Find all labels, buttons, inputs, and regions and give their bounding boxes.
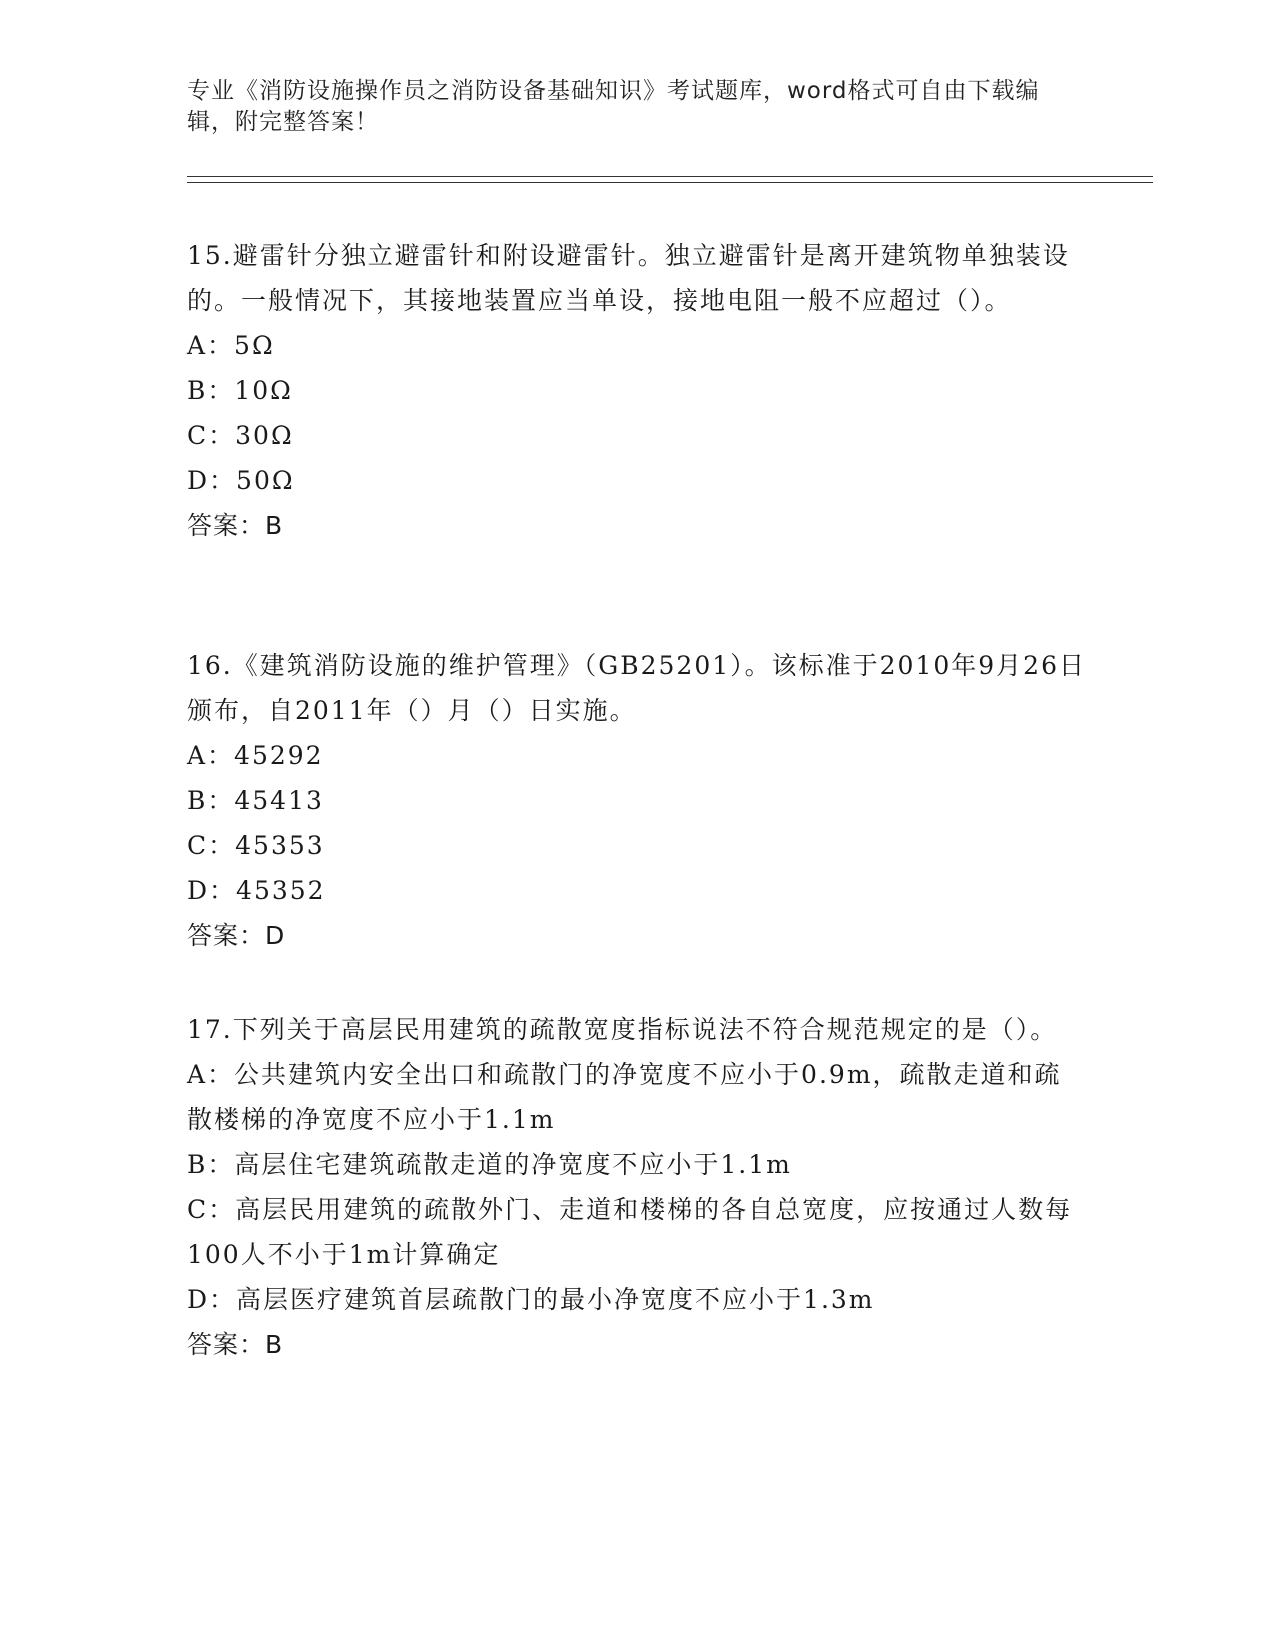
question-15 <box>187 233 1087 548</box>
option-d: D：50Ω <box>187 466 295 495</box>
question-17 <box>187 1007 1087 1367</box>
option-d: D：45352 <box>187 876 326 905</box>
question-16 <box>187 643 1087 958</box>
option-c: C：高层民用建筑的疏散外门、走道和楼梯的各自总宽度，应按通过人数每100人不小于1m计算确定 <box>187 1195 1073 1269</box>
option-a: A：45292 <box>187 741 324 770</box>
option-a: A：公共建筑内安全出口和疏散门的净宽度不应小于0.9m，疏散走道和疏散楼梯的净宽度不应小于1.1m <box>187 1060 1062 1134</box>
option-c: C：30Ω <box>187 421 294 450</box>
answer: 答案：B <box>187 511 284 540</box>
option-b: B：高层住宅建筑疏散走道的净宽度不应小于1.1m <box>187 1150 792 1179</box>
header-divider-top <box>187 176 1153 177</box>
option-d: D：高层医疗建筑首层疏散门的最小净宽度不应小于1.3m <box>187 1285 875 1314</box>
question-stem: 17.下列关于高层民用建筑的疏散宽度指标说法不符合规范规定的是（）。 <box>187 1015 1058 1044</box>
answer: 答案：D <box>187 921 286 950</box>
option-c: C：45353 <box>187 831 325 860</box>
question-stem: 15.避雷针分独立避雷针和附设避雷针。独立避雷针是离开建筑物单独装设的。一般情况下，其接地装置应当单设，接地电阻一般不应超过（）。 <box>187 241 1070 315</box>
option-b: B：45413 <box>187 786 324 815</box>
header-note: 专业《消防设施操作员之消防设备基础知识》考试题库，word格式可自由下载编辑，附完整答案！ <box>187 78 1040 135</box>
option-b: B：10Ω <box>187 376 293 405</box>
header-divider-bottom <box>187 182 1153 183</box>
question-stem: 16.《建筑消防设施的维护管理》（GB25201）。该标准于2010年9月26日颁布，自2011年（）月（）日实施。 <box>187 651 1086 725</box>
option-a: A：5Ω <box>187 331 275 360</box>
answer: 答案：B <box>187 1330 284 1359</box>
